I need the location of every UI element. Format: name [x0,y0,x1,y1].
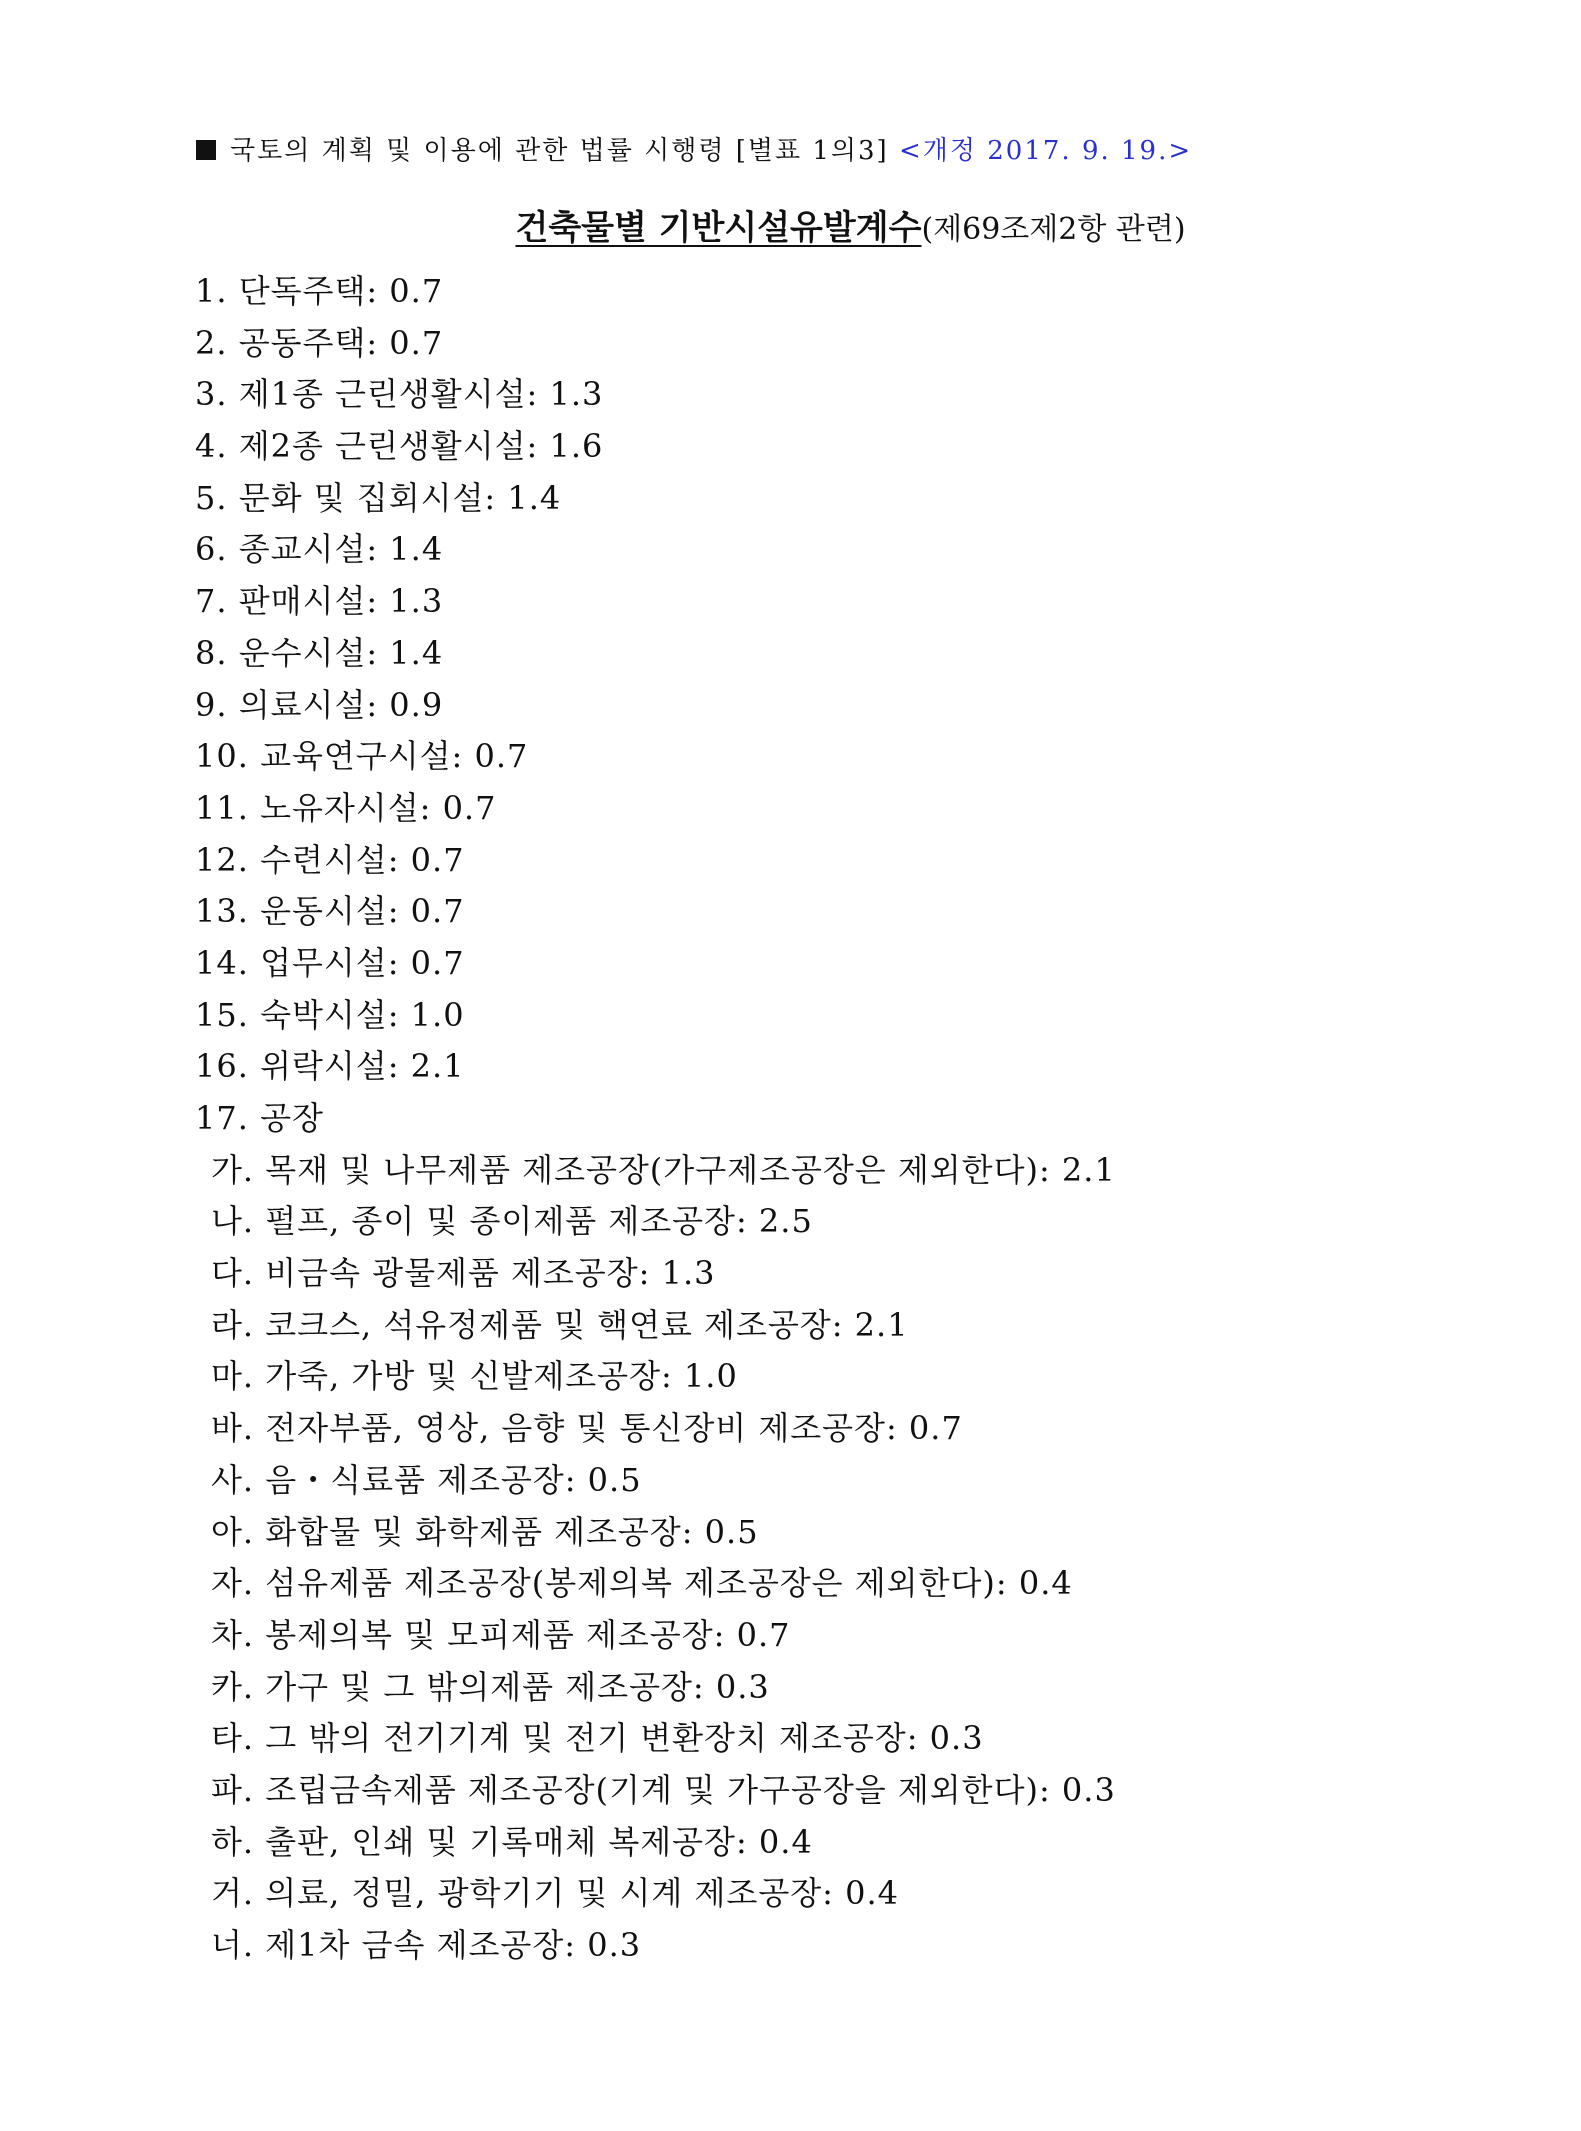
list-item: 4. 제2종 근린생활시설: 1.6 [195,427,604,466]
sub-list-item: 거. 의료, 정밀, 광학기기 및 시계 제조공장: 0.4 [211,1874,899,1913]
list-item: 8. 운수시설: 1.4 [195,633,444,672]
sub-list-item: 사. 음・식료품 제조공장: 0.5 [211,1460,642,1499]
amendment-date: <개정 2017. 9. 19.> [898,136,1193,166]
sub-list-item: 나. 펄프, 종이 및 종이제품 제조공장: 2.5 [211,1202,813,1241]
sub-list-item: 바. 전자부품, 영상, 음향 및 통신장비 제조공장: 0.7 [211,1409,963,1448]
sub-list-item: 자. 섬유제품 제조공장(봉제의복 제조공장은 제외한다): 0.4 [211,1564,1073,1603]
list-item: 2. 공동주택: 0.7 [195,323,444,362]
list-item: 13. 운동시설: 0.7 [195,892,465,931]
list-item: 12. 수련시설: 0.7 [195,840,465,879]
sub-list-item: 카. 가구 및 그 밖의제품 제조공장: 0.3 [211,1667,770,1706]
law-reference-header [196,130,1192,167]
law-reference-text: 국토의 계획 및 이용에 관한 법률 시행령 [별표 1의3] [230,136,889,166]
list-item: 16. 위락시설: 2.1 [195,1047,465,1086]
sub-list-item: 마. 가죽, 가방 및 신발제조공장: 1.0 [211,1357,738,1396]
sub-list-item: 너. 제1차 금속 제조공장: 0.3 [211,1926,642,1964]
list-item: 5. 문화 및 집회시설: 1.4 [195,478,562,517]
list-item: 7. 판매시설: 1.3 [195,582,444,621]
coefficient-list [195,266,1116,1972]
list-item: 10. 교육연구시설: 0.7 [195,737,529,776]
list-item: 17. 공장 [195,1099,324,1137]
sub-list-item: 가. 목재 및 나무제품 제조공장(가구제조공장은 제외한다): 2.1 [211,1150,1116,1189]
list-item: 14. 업무시설: 0.7 [195,943,465,982]
black-square-icon [196,140,216,160]
sub-list-item: 파. 조립금속제품 제조공장(기계 및 가구공장을 제외한다): 0.3 [211,1770,1116,1809]
sub-list-item: 타. 그 밖의 전기기계 및 전기 변환장치 제조공장: 0.3 [211,1719,984,1758]
sub-list-item: 라. 코크스, 석유정제품 및 핵연료 제조공장: 2.1 [211,1305,909,1344]
sub-list-item: 차. 봉제의복 및 모피제품 제조공장: 0.7 [211,1615,791,1654]
list-item: 1. 단독주택: 0.7 [195,272,444,310]
sub-list-item: 하. 출판, 인쇄 및 기록매체 복제공장: 0.4 [211,1822,813,1861]
list-item: 9. 의료시설: 0.9 [195,685,444,724]
document-title [0,200,1581,249]
list-item: 6. 종교시설: 1.4 [195,530,444,569]
list-item: 11. 노유자시설: 0.7 [195,788,497,827]
title-sub: (제69조제2항 관련) [921,212,1186,247]
list-item: 3. 제1종 근린생활시설: 1.3 [195,375,604,414]
title-main: 건축물별 기반시설유발계수 [515,208,922,248]
sub-list-item: 아. 화합물 및 화학제품 제조공장: 0.5 [211,1512,759,1551]
list-item: 15. 숙박시설: 1.0 [195,995,465,1034]
sub-list-item: 다. 비금속 광물제품 제조공장: 1.3 [211,1254,716,1293]
